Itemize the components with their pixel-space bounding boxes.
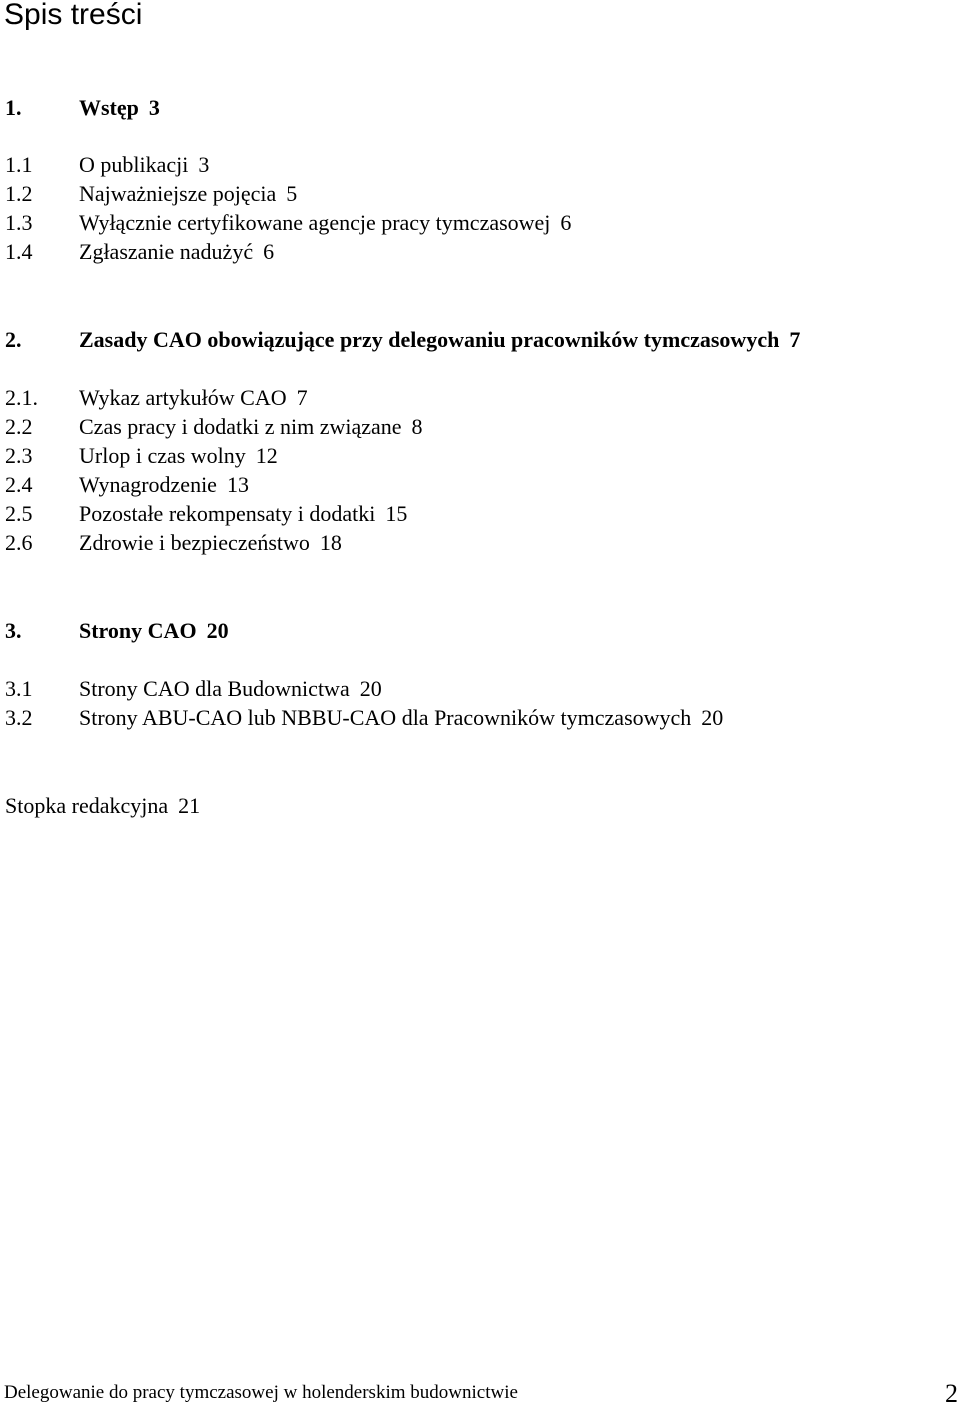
toc-number: 2.1. <box>5 385 38 410</box>
toc-page-number: 6 <box>263 239 275 264</box>
toc-entry-1-1[interactable] <box>5 151 209 179</box>
toc-label: Urlop i czas wolny <box>79 443 246 468</box>
toc-label: Wykaz artykułów CAO <box>79 385 287 410</box>
toc-page-number: 6 <box>560 210 572 235</box>
toc-page-number: 20 <box>206 618 229 643</box>
toc-page-number: 8 <box>411 414 423 439</box>
toc-number: 1. <box>5 95 22 120</box>
toc-page-number: 5 <box>286 181 298 206</box>
toc-entry-1-2[interactable] <box>5 180 297 208</box>
toc-label: Wstęp <box>79 95 139 120</box>
toc-number: 3. <box>5 618 22 643</box>
toc-entry-2-1[interactable] <box>5 384 308 412</box>
toc-page-number: 18 <box>319 530 342 555</box>
toc-entry-2-6[interactable] <box>5 529 342 557</box>
toc-page-number: 20 <box>701 705 724 730</box>
toc-entry-2-3[interactable] <box>5 442 278 470</box>
toc-section-2[interactable] <box>5 326 800 354</box>
toc-number: 2.6 <box>5 530 33 555</box>
toc-number: 2. <box>5 327 22 352</box>
toc-section-1[interactable] <box>5 94 160 122</box>
toc-label: Czas pracy i dodatki z nim związane <box>79 414 402 439</box>
toc-page-number: 12 <box>255 443 278 468</box>
toc-number: 3.2 <box>5 705 33 730</box>
toc-label: Wynagrodzenie <box>79 472 217 497</box>
toc-label: Najważniejsze pojęcia <box>79 181 277 206</box>
toc-number: 2.2 <box>5 414 33 439</box>
toc-entry-3-2[interactable] <box>5 704 723 732</box>
toc-number: 1.3 <box>5 210 33 235</box>
toc-number: 1.4 <box>5 239 33 264</box>
toc-entry-1-4[interactable] <box>5 238 274 266</box>
toc-label: Zdrowie i bezpieczeństwo <box>79 530 310 555</box>
toc-label: Pozostałe rekompensaty i dodatki <box>79 501 376 526</box>
toc-page-number: 7 <box>789 327 801 352</box>
toc-label: Wyłącznie certyfikowane agencje pracy tymczasowej <box>79 210 551 235</box>
toc-number: 2.4 <box>5 472 33 497</box>
toc-entry-2-4[interactable] <box>5 471 249 499</box>
toc-page-number: 20 <box>359 676 382 701</box>
toc-label: Strony ABU-CAO lub NBBU-CAO dla Pracowników tymczasowych <box>79 705 692 730</box>
toc-entry-2-5[interactable] <box>5 500 407 528</box>
toc-page-number: 7 <box>296 385 308 410</box>
page-footer-text: Delegowanie do pracy tymczasowej w holenderskim budownictwie <box>4 1382 518 1403</box>
toc-number: 3.1 <box>5 676 33 701</box>
toc-page-number: 3 <box>198 152 210 177</box>
toc-label: Zgłaszanie nadużyć <box>79 239 254 264</box>
toc-page-number: 3 <box>148 95 160 120</box>
toc-entry-2-2[interactable] <box>5 413 423 441</box>
toc-number: 2.5 <box>5 501 33 526</box>
toc-entry-colophon[interactable] <box>5 792 200 820</box>
toc-page-number: 15 <box>385 501 408 526</box>
toc-label: Strony CAO <box>79 618 197 643</box>
toc-label: Strony CAO dla Budownictwa <box>79 676 350 701</box>
toc-number: 1.2 <box>5 181 33 206</box>
toc-label: Stopka redakcyjna <box>5 793 169 818</box>
toc-section-3[interactable] <box>5 617 229 645</box>
toc-label: Zasady CAO obowiązujące przy delegowaniu pracowników tymczasowych <box>79 327 780 352</box>
page-title: Spis treści <box>4 0 143 31</box>
page-number: 2 <box>945 1379 958 1408</box>
toc-number: 1.1 <box>5 152 33 177</box>
toc-label: O publikacji <box>79 152 189 177</box>
toc-entry-1-3[interactable] <box>5 209 571 237</box>
toc-entry-3-1[interactable] <box>5 675 382 703</box>
toc-page-number: 13 <box>226 472 249 497</box>
toc-page-number: 21 <box>178 793 201 818</box>
toc-number: 2.3 <box>5 443 33 468</box>
